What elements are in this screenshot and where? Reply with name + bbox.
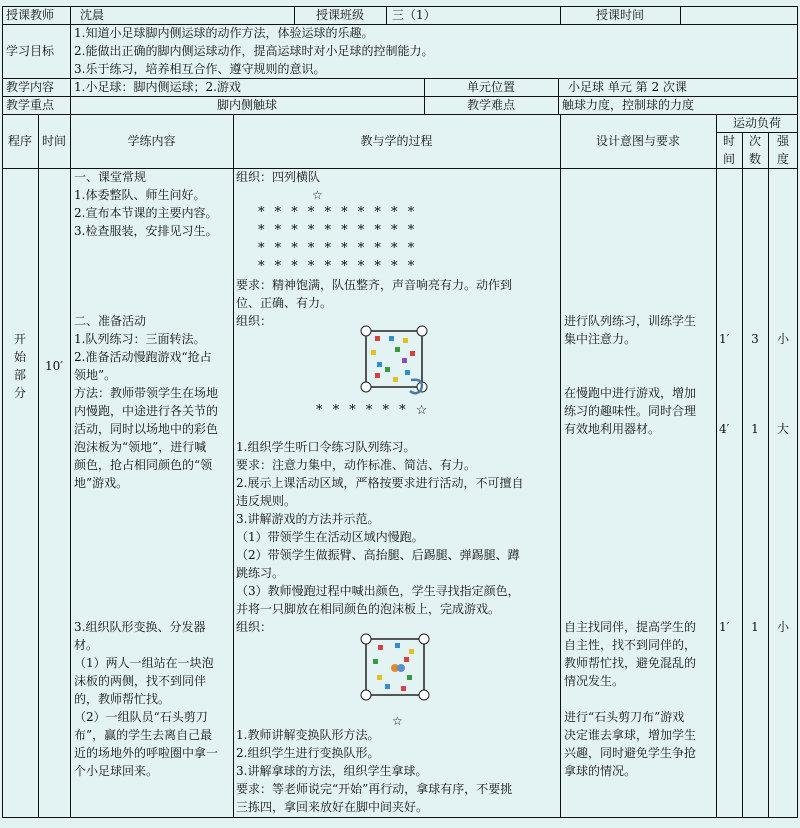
grid-line xyxy=(680,6,681,24)
objective-item: 2.能做出正确的脚内侧运球动作，提高运球时对小足球的控制能力。 xyxy=(74,44,434,58)
content-label: 教学内容 xyxy=(6,80,55,94)
col-header-load: 运动负荷 xyxy=(732,116,781,130)
process-requirement-1: 要求：精神饱满，队伍整齐，声音响亮有力。动作到 位、正确、有力。 xyxy=(236,278,513,310)
section-name-char: 分 xyxy=(13,386,26,400)
student-row: * * * * * * * * * * xyxy=(258,205,418,220)
grid-line xyxy=(742,132,743,818)
col-header-design: 设计意图与要求 xyxy=(595,134,680,148)
objectives-label: 学习目标 xyxy=(6,44,55,58)
grid-line xyxy=(558,96,559,114)
grid-line xyxy=(2,817,798,818)
student-row: * * * * * * * * * * xyxy=(258,241,418,256)
design-note: 在慢跑中进行游戏，增加 练习的趣味性。同时合理 有效地利用器材。 xyxy=(564,386,697,436)
difficulty-value: 触球力度，控制球的力度 xyxy=(562,98,695,112)
teacher-value: 沈晨 xyxy=(80,8,105,22)
col-header-load-count-1: 次 xyxy=(748,134,761,148)
grid-line xyxy=(716,114,717,818)
process-steps: 1.组织学生听口令练习队列练习。 要求：注意力集中，动作标准、简洁、有力。 2.展示上课活动区域，严格按要求进行活动，不可擅自 违反规则。 3.讲解游戏的方法并示范。 （1）带领学生在活动区域内慢跑。 （2）带领学生做振臂、高抬腿、后踢腿、弹踢腿、蹲 跳练习。 （3）教师慢跑过程中喊出颜色，学生寻找指定颜色， 并将一只脚放在相同颜色的泡沫板上，完成游戏。 xyxy=(236,440,524,616)
content-value: 1.小足球：脚内侧运球；2.游戏 xyxy=(74,80,241,94)
section-name-char: 开 xyxy=(13,332,26,346)
grid-line xyxy=(386,6,387,24)
organization-label: 组织： xyxy=(236,314,273,328)
design-note: 自主找同伴，提高学生的 自主性，找不到同伴的， 教师帮忙找，避免混乱的 情况发生。 xyxy=(564,620,697,688)
time-label: 授课时间 xyxy=(595,8,644,22)
col-header-content: 学练内容 xyxy=(127,134,176,148)
section-name-char: 部 xyxy=(13,368,26,382)
col-header-load-intensity-2: 度 xyxy=(776,152,789,166)
student-row: * * * * * * * * * * xyxy=(258,259,418,274)
key-point-label: 教学重点 xyxy=(6,98,55,112)
load-intensity: 小 xyxy=(776,332,789,346)
class-value: 三（1） xyxy=(392,8,436,22)
content-block-formation: 3.组织队形变换、分发器 材。 （1）两人一组站在一块泡 沫板的两侧，找不到同伴 的，教师帮忙找。 （2）一组队员“石头剪刀 布”，赢的学生去离自己最 近的场地外的呼啦圈中拿一 个小足球回来。 xyxy=(74,620,219,778)
grid-line xyxy=(70,114,71,818)
load-time: 4′ xyxy=(719,422,730,436)
organization-label: 组织：四列横队 xyxy=(236,170,321,184)
design-note: 进行“石头剪刀布”游戏 决定谁去拿球，增加学生 兴趣，同时避免学生争抢 拿球的情况。 xyxy=(564,710,697,778)
col-header-load-intensity-1: 强 xyxy=(776,134,789,148)
load-time: 1′ xyxy=(719,620,730,634)
unit-value: 小足球 单元 第 2 次课 xyxy=(568,80,687,94)
field-diagram-1 xyxy=(355,320,435,400)
col-header-load-time-2: 间 xyxy=(722,152,735,166)
load-intensity: 大 xyxy=(776,422,789,436)
teacher-star-icon: ☆ xyxy=(312,188,323,202)
grid-line xyxy=(233,114,234,818)
grid-line xyxy=(70,6,71,24)
process-steps-2: 1.教师讲解变换队形方法。 2.组织学生进行变换队形。 3.讲解拿球的方法，组织学生拿球。 要求：等老师说完“开始”再行动，拿球有序，不要挑 三拣四，拿回来放好在脚中间夹好。 xyxy=(236,728,513,814)
load-time: 1′ xyxy=(719,332,730,346)
content-block-routine: 一、课堂常规 1.体委整队、师生问好。 2.宣布本节课的主要内容。 3.检查服装，安排见习生。 xyxy=(74,170,218,238)
grid-line xyxy=(768,132,769,818)
col-header-load-time-1: 时 xyxy=(722,134,735,148)
key-point-value: 脚内侧触球 xyxy=(216,98,277,112)
teacher-star-icon: ☆ xyxy=(392,714,403,728)
design-note: 进行队列练习，训练学生 集中注意力。 xyxy=(564,314,697,346)
unit-label: 单元位置 xyxy=(466,80,515,94)
grid-line xyxy=(2,114,798,115)
grid-line xyxy=(70,78,71,96)
class-label: 授课班级 xyxy=(315,8,364,22)
field-diagram-2 xyxy=(355,628,439,708)
teacher-label: 授课教师 xyxy=(6,8,55,22)
section-duration: 10′ xyxy=(45,359,63,373)
col-header-process: 教与学的过程 xyxy=(360,134,433,148)
content-block-warmup: 二、准备活动 1.队列练习：三面转法。 2.准备活动慢跑游戏“抢占 领地”。 方法：教师带领学生在场地 内慢跑，中途进行各关节的 活动，同时以场地中的彩色 泡沫板为“领地”，进行喊 颜色，抢占相同颜色的“领 地”游戏。 xyxy=(74,314,219,490)
col-header-load-count-2: 数 xyxy=(748,152,761,166)
student-line-with-teacher: * * * * * * ☆ xyxy=(316,403,431,418)
objective-item: 1.知道小足球脚内侧运球的动作方法，体验运球的乐趣。 xyxy=(74,26,374,40)
objective-item: 3.乐于练习，培养相互合作、遵守规则的意识。 xyxy=(74,62,326,76)
load-count: 3 xyxy=(751,332,759,346)
grid-line xyxy=(2,6,3,818)
organization-label: 组织： xyxy=(236,620,273,634)
col-header-sequence: 程序 xyxy=(7,134,32,148)
grid-line xyxy=(38,114,39,818)
section-name-char: 始 xyxy=(13,350,26,364)
load-count: 1 xyxy=(751,422,759,436)
student-row: * * * * * * * * * * xyxy=(258,223,418,238)
grid-line xyxy=(70,24,71,78)
load-count: 1 xyxy=(751,620,759,634)
difficulty-label: 教学难点 xyxy=(466,98,515,112)
load-intensity: 小 xyxy=(776,620,789,634)
grid-line xyxy=(560,114,561,818)
grid-line xyxy=(558,78,559,96)
col-header-time: 时间 xyxy=(41,134,66,148)
